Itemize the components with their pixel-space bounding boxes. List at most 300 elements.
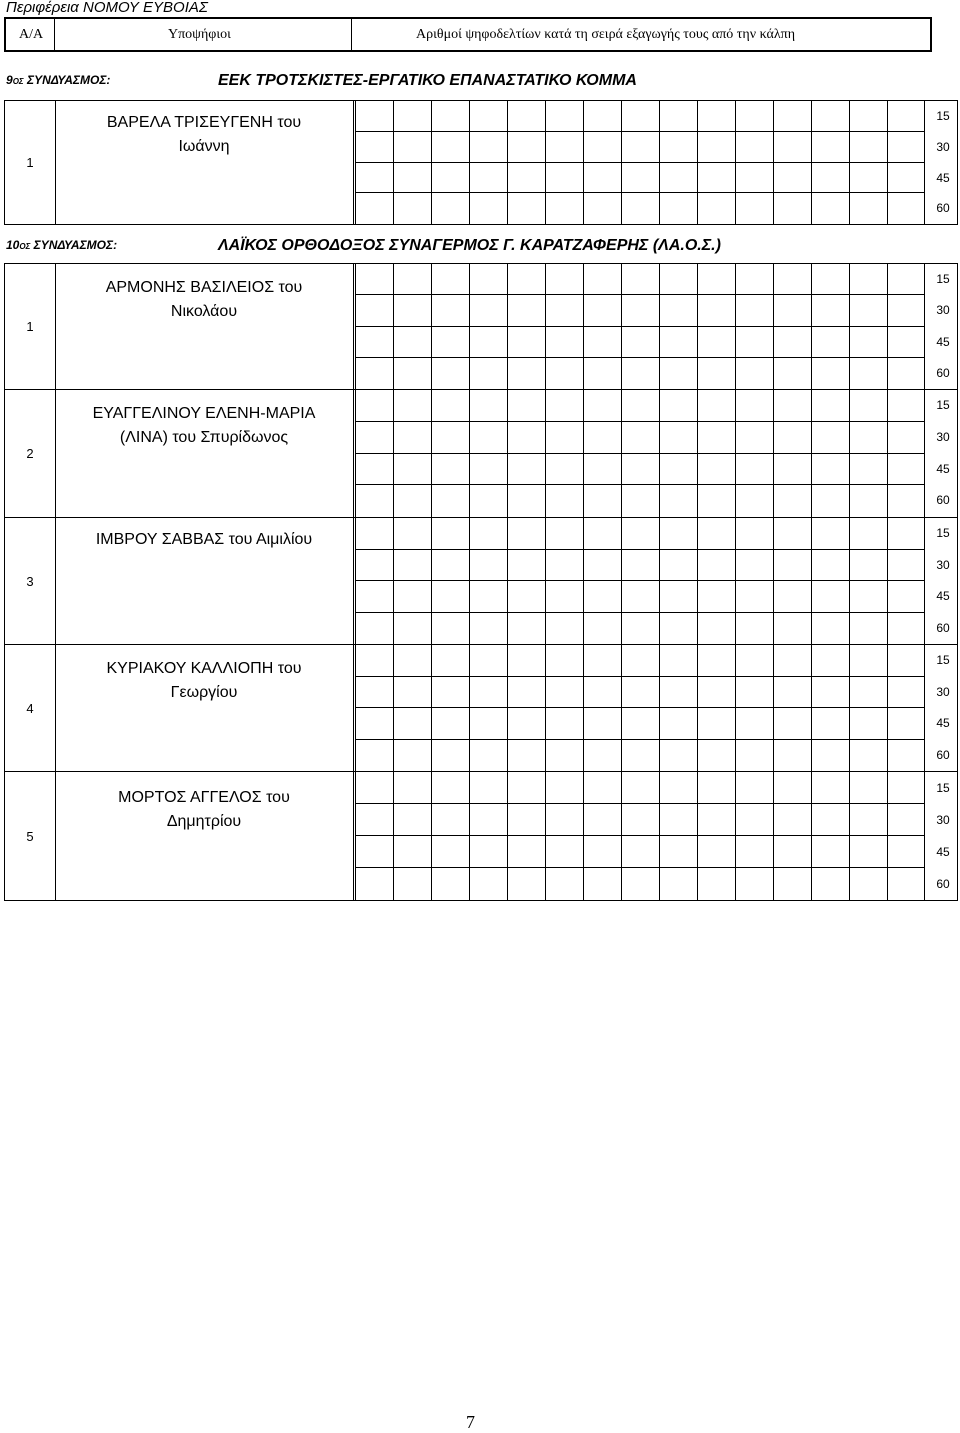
tally-box[interactable] bbox=[431, 485, 469, 517]
tally-box[interactable] bbox=[697, 422, 735, 454]
tally-box[interactable] bbox=[659, 358, 697, 389]
tally-box[interactable] bbox=[431, 327, 469, 358]
tally-box[interactable] bbox=[507, 264, 545, 295]
tally-box[interactable] bbox=[849, 613, 887, 645]
tally-box[interactable] bbox=[735, 454, 773, 486]
tally-box[interactable] bbox=[735, 101, 773, 132]
tally-box[interactable] bbox=[545, 613, 583, 645]
tally-box[interactable] bbox=[773, 550, 811, 582]
tally-box[interactable] bbox=[849, 454, 887, 486]
tally-box[interactable] bbox=[469, 581, 507, 613]
tally-box[interactable] bbox=[393, 193, 431, 224]
tally-box[interactable] bbox=[393, 422, 431, 454]
tally-box[interactable] bbox=[735, 163, 773, 194]
tally-box[interactable] bbox=[887, 868, 925, 900]
tally-box[interactable] bbox=[507, 868, 545, 900]
tally-box[interactable] bbox=[431, 518, 469, 550]
tally-box[interactable] bbox=[355, 645, 393, 677]
tally-box[interactable] bbox=[735, 836, 773, 868]
tally-box[interactable] bbox=[393, 836, 431, 868]
tally-box[interactable] bbox=[659, 485, 697, 517]
tally-box[interactable] bbox=[469, 264, 507, 295]
tally-box[interactable] bbox=[621, 836, 659, 868]
tally-box[interactable] bbox=[887, 358, 925, 389]
tally-box[interactable] bbox=[811, 193, 849, 224]
tally-box[interactable] bbox=[659, 390, 697, 422]
tally-box[interactable] bbox=[507, 193, 545, 224]
tally-box[interactable] bbox=[887, 708, 925, 740]
tally-box[interactable] bbox=[507, 645, 545, 677]
tally-box[interactable] bbox=[735, 295, 773, 326]
tally-box[interactable] bbox=[735, 550, 773, 582]
tally-box[interactable] bbox=[887, 193, 925, 224]
tally-box[interactable] bbox=[811, 677, 849, 709]
tally-box[interactable] bbox=[849, 132, 887, 163]
tally-box[interactable] bbox=[545, 193, 583, 224]
tally-box[interactable] bbox=[583, 804, 621, 836]
tally-box[interactable] bbox=[735, 772, 773, 804]
tally-box[interactable] bbox=[583, 868, 621, 900]
tally-box[interactable] bbox=[507, 772, 545, 804]
tally-box[interactable] bbox=[697, 708, 735, 740]
tally-box[interactable] bbox=[393, 327, 431, 358]
tally-box[interactable] bbox=[469, 101, 507, 132]
tally-box[interactable] bbox=[849, 295, 887, 326]
tally-box[interactable] bbox=[621, 804, 659, 836]
tally-box[interactable] bbox=[507, 518, 545, 550]
tally-box[interactable] bbox=[355, 581, 393, 613]
tally-box[interactable] bbox=[621, 485, 659, 517]
tally-box[interactable] bbox=[735, 804, 773, 836]
tally-box[interactable] bbox=[849, 740, 887, 772]
tally-box[interactable] bbox=[849, 193, 887, 224]
tally-box[interactable] bbox=[773, 740, 811, 772]
tally-box[interactable] bbox=[355, 550, 393, 582]
tally-box[interactable] bbox=[697, 613, 735, 645]
tally-box[interactable] bbox=[469, 613, 507, 645]
tally-box[interactable] bbox=[811, 772, 849, 804]
tally-box[interactable] bbox=[469, 295, 507, 326]
tally-box[interactable] bbox=[659, 163, 697, 194]
tally-box[interactable] bbox=[393, 132, 431, 163]
tally-box[interactable] bbox=[583, 295, 621, 326]
tally-box[interactable] bbox=[431, 132, 469, 163]
tally-box[interactable] bbox=[659, 518, 697, 550]
tally-box[interactable] bbox=[545, 132, 583, 163]
tally-box[interactable] bbox=[887, 485, 925, 517]
tally-box[interactable] bbox=[545, 804, 583, 836]
tally-box[interactable] bbox=[659, 740, 697, 772]
tally-box[interactable] bbox=[811, 454, 849, 486]
tally-box[interactable] bbox=[469, 485, 507, 517]
tally-box[interactable] bbox=[849, 581, 887, 613]
tally-box[interactable] bbox=[545, 358, 583, 389]
tally-box[interactable] bbox=[431, 836, 469, 868]
tally-box[interactable] bbox=[735, 645, 773, 677]
tally-box[interactable] bbox=[431, 264, 469, 295]
tally-box[interactable] bbox=[355, 868, 393, 900]
tally-box[interactable] bbox=[621, 422, 659, 454]
tally-box[interactable] bbox=[469, 550, 507, 582]
tally-box[interactable] bbox=[431, 581, 469, 613]
tally-box[interactable] bbox=[393, 740, 431, 772]
tally-box[interactable] bbox=[621, 613, 659, 645]
tally-box[interactable] bbox=[849, 550, 887, 582]
tally-box[interactable] bbox=[887, 454, 925, 486]
tally-box[interactable] bbox=[621, 358, 659, 389]
tally-box[interactable] bbox=[431, 163, 469, 194]
tally-box[interactable] bbox=[431, 550, 469, 582]
tally-box[interactable] bbox=[507, 550, 545, 582]
tally-box[interactable] bbox=[697, 677, 735, 709]
tally-box[interactable] bbox=[393, 485, 431, 517]
tally-box[interactable] bbox=[811, 581, 849, 613]
tally-box[interactable] bbox=[811, 327, 849, 358]
tally-box[interactable] bbox=[697, 740, 735, 772]
tally-box[interactable] bbox=[507, 390, 545, 422]
tally-box[interactable] bbox=[621, 390, 659, 422]
tally-box[interactable] bbox=[811, 422, 849, 454]
tally-box[interactable] bbox=[583, 485, 621, 517]
tally-box[interactable] bbox=[355, 193, 393, 224]
tally-box[interactable] bbox=[583, 454, 621, 486]
tally-box[interactable] bbox=[773, 485, 811, 517]
tally-box[interactable] bbox=[773, 613, 811, 645]
tally-box[interactable] bbox=[355, 677, 393, 709]
tally-box[interactable] bbox=[773, 518, 811, 550]
tally-box[interactable] bbox=[697, 868, 735, 900]
tally-box[interactable] bbox=[849, 327, 887, 358]
tally-box[interactable] bbox=[355, 295, 393, 326]
tally-box[interactable] bbox=[887, 581, 925, 613]
tally-box[interactable] bbox=[583, 518, 621, 550]
tally-box[interactable] bbox=[697, 836, 735, 868]
tally-box[interactable] bbox=[469, 868, 507, 900]
tally-box[interactable] bbox=[545, 390, 583, 422]
tally-box[interactable] bbox=[393, 804, 431, 836]
tally-box[interactable] bbox=[469, 327, 507, 358]
tally-box[interactable] bbox=[621, 708, 659, 740]
tally-box[interactable] bbox=[811, 836, 849, 868]
tally-box[interactable] bbox=[621, 740, 659, 772]
tally-box[interactable] bbox=[697, 485, 735, 517]
tally-box[interactable] bbox=[469, 132, 507, 163]
tally-box[interactable] bbox=[583, 422, 621, 454]
tally-box[interactable] bbox=[545, 645, 583, 677]
tally-box[interactable] bbox=[773, 708, 811, 740]
tally-box[interactable] bbox=[811, 868, 849, 900]
tally-box[interactable] bbox=[735, 485, 773, 517]
tally-box[interactable] bbox=[621, 193, 659, 224]
tally-box[interactable] bbox=[773, 358, 811, 389]
tally-box[interactable] bbox=[583, 132, 621, 163]
tally-box[interactable] bbox=[507, 836, 545, 868]
tally-box[interactable] bbox=[773, 454, 811, 486]
tally-box[interactable] bbox=[431, 868, 469, 900]
tally-box[interactable] bbox=[469, 390, 507, 422]
tally-box[interactable] bbox=[469, 454, 507, 486]
tally-box[interactable] bbox=[355, 101, 393, 132]
tally-box[interactable] bbox=[735, 518, 773, 550]
tally-box[interactable] bbox=[811, 264, 849, 295]
tally-box[interactable] bbox=[621, 677, 659, 709]
tally-box[interactable] bbox=[583, 645, 621, 677]
tally-box[interactable] bbox=[431, 358, 469, 389]
tally-box[interactable] bbox=[811, 550, 849, 582]
tally-box[interactable] bbox=[697, 645, 735, 677]
tally-box[interactable] bbox=[545, 550, 583, 582]
tally-box[interactable] bbox=[735, 868, 773, 900]
tally-box[interactable] bbox=[431, 772, 469, 804]
tally-box[interactable] bbox=[355, 454, 393, 486]
tally-box[interactable] bbox=[811, 485, 849, 517]
tally-box[interactable] bbox=[811, 613, 849, 645]
tally-box[interactable] bbox=[507, 804, 545, 836]
tally-box[interactable] bbox=[583, 101, 621, 132]
tally-box[interactable] bbox=[849, 163, 887, 194]
tally-box[interactable] bbox=[355, 708, 393, 740]
tally-box[interactable] bbox=[545, 327, 583, 358]
tally-box[interactable] bbox=[355, 485, 393, 517]
tally-box[interactable] bbox=[621, 550, 659, 582]
tally-box[interactable] bbox=[545, 708, 583, 740]
tally-box[interactable] bbox=[583, 677, 621, 709]
tally-box[interactable] bbox=[659, 772, 697, 804]
tally-box[interactable] bbox=[811, 132, 849, 163]
tally-box[interactable] bbox=[355, 358, 393, 389]
tally-box[interactable] bbox=[659, 708, 697, 740]
tally-box[interactable] bbox=[431, 295, 469, 326]
tally-box[interactable] bbox=[773, 264, 811, 295]
tally-box[interactable] bbox=[659, 836, 697, 868]
tally-box[interactable] bbox=[659, 804, 697, 836]
tally-box[interactable] bbox=[735, 708, 773, 740]
tally-box[interactable] bbox=[545, 581, 583, 613]
tally-box[interactable] bbox=[583, 836, 621, 868]
tally-box[interactable] bbox=[659, 132, 697, 163]
tally-box[interactable] bbox=[393, 390, 431, 422]
tally-box[interactable] bbox=[811, 740, 849, 772]
tally-box[interactable] bbox=[849, 422, 887, 454]
tally-box[interactable] bbox=[545, 264, 583, 295]
tally-box[interactable] bbox=[545, 163, 583, 194]
tally-box[interactable] bbox=[355, 613, 393, 645]
tally-box[interactable] bbox=[849, 518, 887, 550]
tally-box[interactable] bbox=[393, 295, 431, 326]
tally-box[interactable] bbox=[735, 193, 773, 224]
tally-box[interactable] bbox=[583, 358, 621, 389]
tally-box[interactable] bbox=[621, 327, 659, 358]
tally-box[interactable] bbox=[773, 390, 811, 422]
tally-box[interactable] bbox=[697, 454, 735, 486]
tally-box[interactable] bbox=[393, 772, 431, 804]
tally-box[interactable] bbox=[697, 804, 735, 836]
tally-box[interactable] bbox=[583, 740, 621, 772]
tally-box[interactable] bbox=[887, 390, 925, 422]
tally-box[interactable] bbox=[431, 193, 469, 224]
tally-box[interactable] bbox=[697, 390, 735, 422]
tally-box[interactable] bbox=[469, 804, 507, 836]
tally-box[interactable] bbox=[887, 163, 925, 194]
tally-box[interactable] bbox=[507, 422, 545, 454]
tally-box[interactable] bbox=[659, 613, 697, 645]
tally-box[interactable] bbox=[431, 390, 469, 422]
tally-box[interactable] bbox=[697, 581, 735, 613]
tally-box[interactable] bbox=[849, 101, 887, 132]
tally-box[interactable] bbox=[583, 163, 621, 194]
tally-box[interactable] bbox=[545, 295, 583, 326]
tally-box[interactable] bbox=[469, 163, 507, 194]
tally-box[interactable] bbox=[887, 264, 925, 295]
tally-box[interactable] bbox=[811, 358, 849, 389]
tally-box[interactable] bbox=[431, 422, 469, 454]
tally-box[interactable] bbox=[811, 708, 849, 740]
tally-box[interactable] bbox=[773, 677, 811, 709]
tally-box[interactable] bbox=[393, 358, 431, 389]
tally-box[interactable] bbox=[659, 550, 697, 582]
tally-box[interactable] bbox=[507, 327, 545, 358]
tally-box[interactable] bbox=[469, 836, 507, 868]
tally-box[interactable] bbox=[545, 740, 583, 772]
tally-box[interactable] bbox=[773, 101, 811, 132]
tally-box[interactable] bbox=[507, 358, 545, 389]
tally-box[interactable] bbox=[659, 327, 697, 358]
tally-box[interactable] bbox=[393, 581, 431, 613]
tally-box[interactable] bbox=[431, 454, 469, 486]
tally-box[interactable] bbox=[545, 518, 583, 550]
tally-box[interactable] bbox=[393, 518, 431, 550]
tally-box[interactable] bbox=[583, 327, 621, 358]
tally-box[interactable] bbox=[431, 740, 469, 772]
tally-box[interactable] bbox=[887, 327, 925, 358]
tally-box[interactable] bbox=[811, 804, 849, 836]
tally-box[interactable] bbox=[659, 295, 697, 326]
tally-box[interactable] bbox=[659, 645, 697, 677]
tally-box[interactable] bbox=[849, 358, 887, 389]
tally-box[interactable] bbox=[735, 613, 773, 645]
tally-box[interactable] bbox=[773, 581, 811, 613]
tally-box[interactable] bbox=[659, 422, 697, 454]
tally-box[interactable] bbox=[773, 868, 811, 900]
tally-box[interactable] bbox=[735, 132, 773, 163]
tally-box[interactable] bbox=[887, 613, 925, 645]
tally-box[interactable] bbox=[469, 422, 507, 454]
tally-box[interactable] bbox=[849, 264, 887, 295]
tally-box[interactable] bbox=[355, 772, 393, 804]
tally-box[interactable] bbox=[393, 613, 431, 645]
tally-box[interactable] bbox=[621, 295, 659, 326]
tally-box[interactable] bbox=[583, 193, 621, 224]
tally-box[interactable] bbox=[887, 677, 925, 709]
tally-box[interactable] bbox=[507, 132, 545, 163]
tally-box[interactable] bbox=[887, 804, 925, 836]
tally-box[interactable] bbox=[583, 772, 621, 804]
tally-box[interactable] bbox=[621, 132, 659, 163]
tally-box[interactable] bbox=[887, 518, 925, 550]
tally-box[interactable] bbox=[545, 485, 583, 517]
tally-box[interactable] bbox=[811, 645, 849, 677]
tally-box[interactable] bbox=[887, 295, 925, 326]
tally-box[interactable] bbox=[773, 422, 811, 454]
tally-box[interactable] bbox=[393, 868, 431, 900]
tally-box[interactable] bbox=[621, 454, 659, 486]
tally-box[interactable] bbox=[355, 740, 393, 772]
tally-box[interactable] bbox=[621, 772, 659, 804]
tally-box[interactable] bbox=[621, 645, 659, 677]
tally-box[interactable] bbox=[811, 295, 849, 326]
tally-box[interactable] bbox=[849, 708, 887, 740]
tally-box[interactable] bbox=[621, 264, 659, 295]
tally-box[interactable] bbox=[507, 163, 545, 194]
tally-box[interactable] bbox=[849, 390, 887, 422]
tally-box[interactable] bbox=[697, 550, 735, 582]
tally-box[interactable] bbox=[773, 193, 811, 224]
tally-box[interactable] bbox=[545, 454, 583, 486]
tally-box[interactable] bbox=[697, 518, 735, 550]
tally-box[interactable] bbox=[697, 358, 735, 389]
tally-box[interactable] bbox=[355, 132, 393, 163]
tally-box[interactable] bbox=[849, 772, 887, 804]
tally-box[interactable] bbox=[735, 740, 773, 772]
tally-box[interactable] bbox=[773, 645, 811, 677]
tally-box[interactable] bbox=[697, 327, 735, 358]
tally-box[interactable] bbox=[507, 454, 545, 486]
tally-box[interactable] bbox=[469, 708, 507, 740]
tally-box[interactable] bbox=[773, 836, 811, 868]
tally-box[interactable] bbox=[355, 836, 393, 868]
tally-box[interactable] bbox=[697, 295, 735, 326]
tally-box[interactable] bbox=[659, 193, 697, 224]
tally-box[interactable] bbox=[393, 708, 431, 740]
tally-box[interactable] bbox=[697, 264, 735, 295]
tally-box[interactable] bbox=[583, 550, 621, 582]
tally-box[interactable] bbox=[469, 645, 507, 677]
tally-box[interactable] bbox=[697, 193, 735, 224]
tally-box[interactable] bbox=[507, 581, 545, 613]
tally-box[interactable] bbox=[393, 550, 431, 582]
tally-box[interactable] bbox=[545, 422, 583, 454]
tally-box[interactable] bbox=[469, 193, 507, 224]
tally-box[interactable] bbox=[773, 163, 811, 194]
tally-box[interactable] bbox=[393, 101, 431, 132]
tally-box[interactable] bbox=[887, 836, 925, 868]
tally-box[interactable] bbox=[621, 101, 659, 132]
tally-box[interactable] bbox=[355, 390, 393, 422]
tally-box[interactable] bbox=[507, 740, 545, 772]
tally-box[interactable] bbox=[431, 613, 469, 645]
tally-box[interactable] bbox=[621, 518, 659, 550]
tally-box[interactable] bbox=[583, 390, 621, 422]
tally-box[interactable] bbox=[887, 101, 925, 132]
tally-box[interactable] bbox=[773, 295, 811, 326]
tally-box[interactable] bbox=[393, 645, 431, 677]
tally-box[interactable] bbox=[583, 581, 621, 613]
tally-box[interactable] bbox=[469, 518, 507, 550]
tally-box[interactable] bbox=[431, 645, 469, 677]
tally-box[interactable] bbox=[583, 613, 621, 645]
tally-box[interactable] bbox=[469, 677, 507, 709]
tally-box[interactable] bbox=[811, 101, 849, 132]
tally-box[interactable] bbox=[887, 132, 925, 163]
tally-box[interactable] bbox=[697, 101, 735, 132]
tally-box[interactable] bbox=[659, 454, 697, 486]
tally-box[interactable] bbox=[393, 264, 431, 295]
tally-box[interactable] bbox=[355, 163, 393, 194]
tally-box[interactable] bbox=[887, 740, 925, 772]
tally-box[interactable] bbox=[431, 677, 469, 709]
tally-box[interactable] bbox=[431, 804, 469, 836]
tally-box[interactable] bbox=[697, 772, 735, 804]
